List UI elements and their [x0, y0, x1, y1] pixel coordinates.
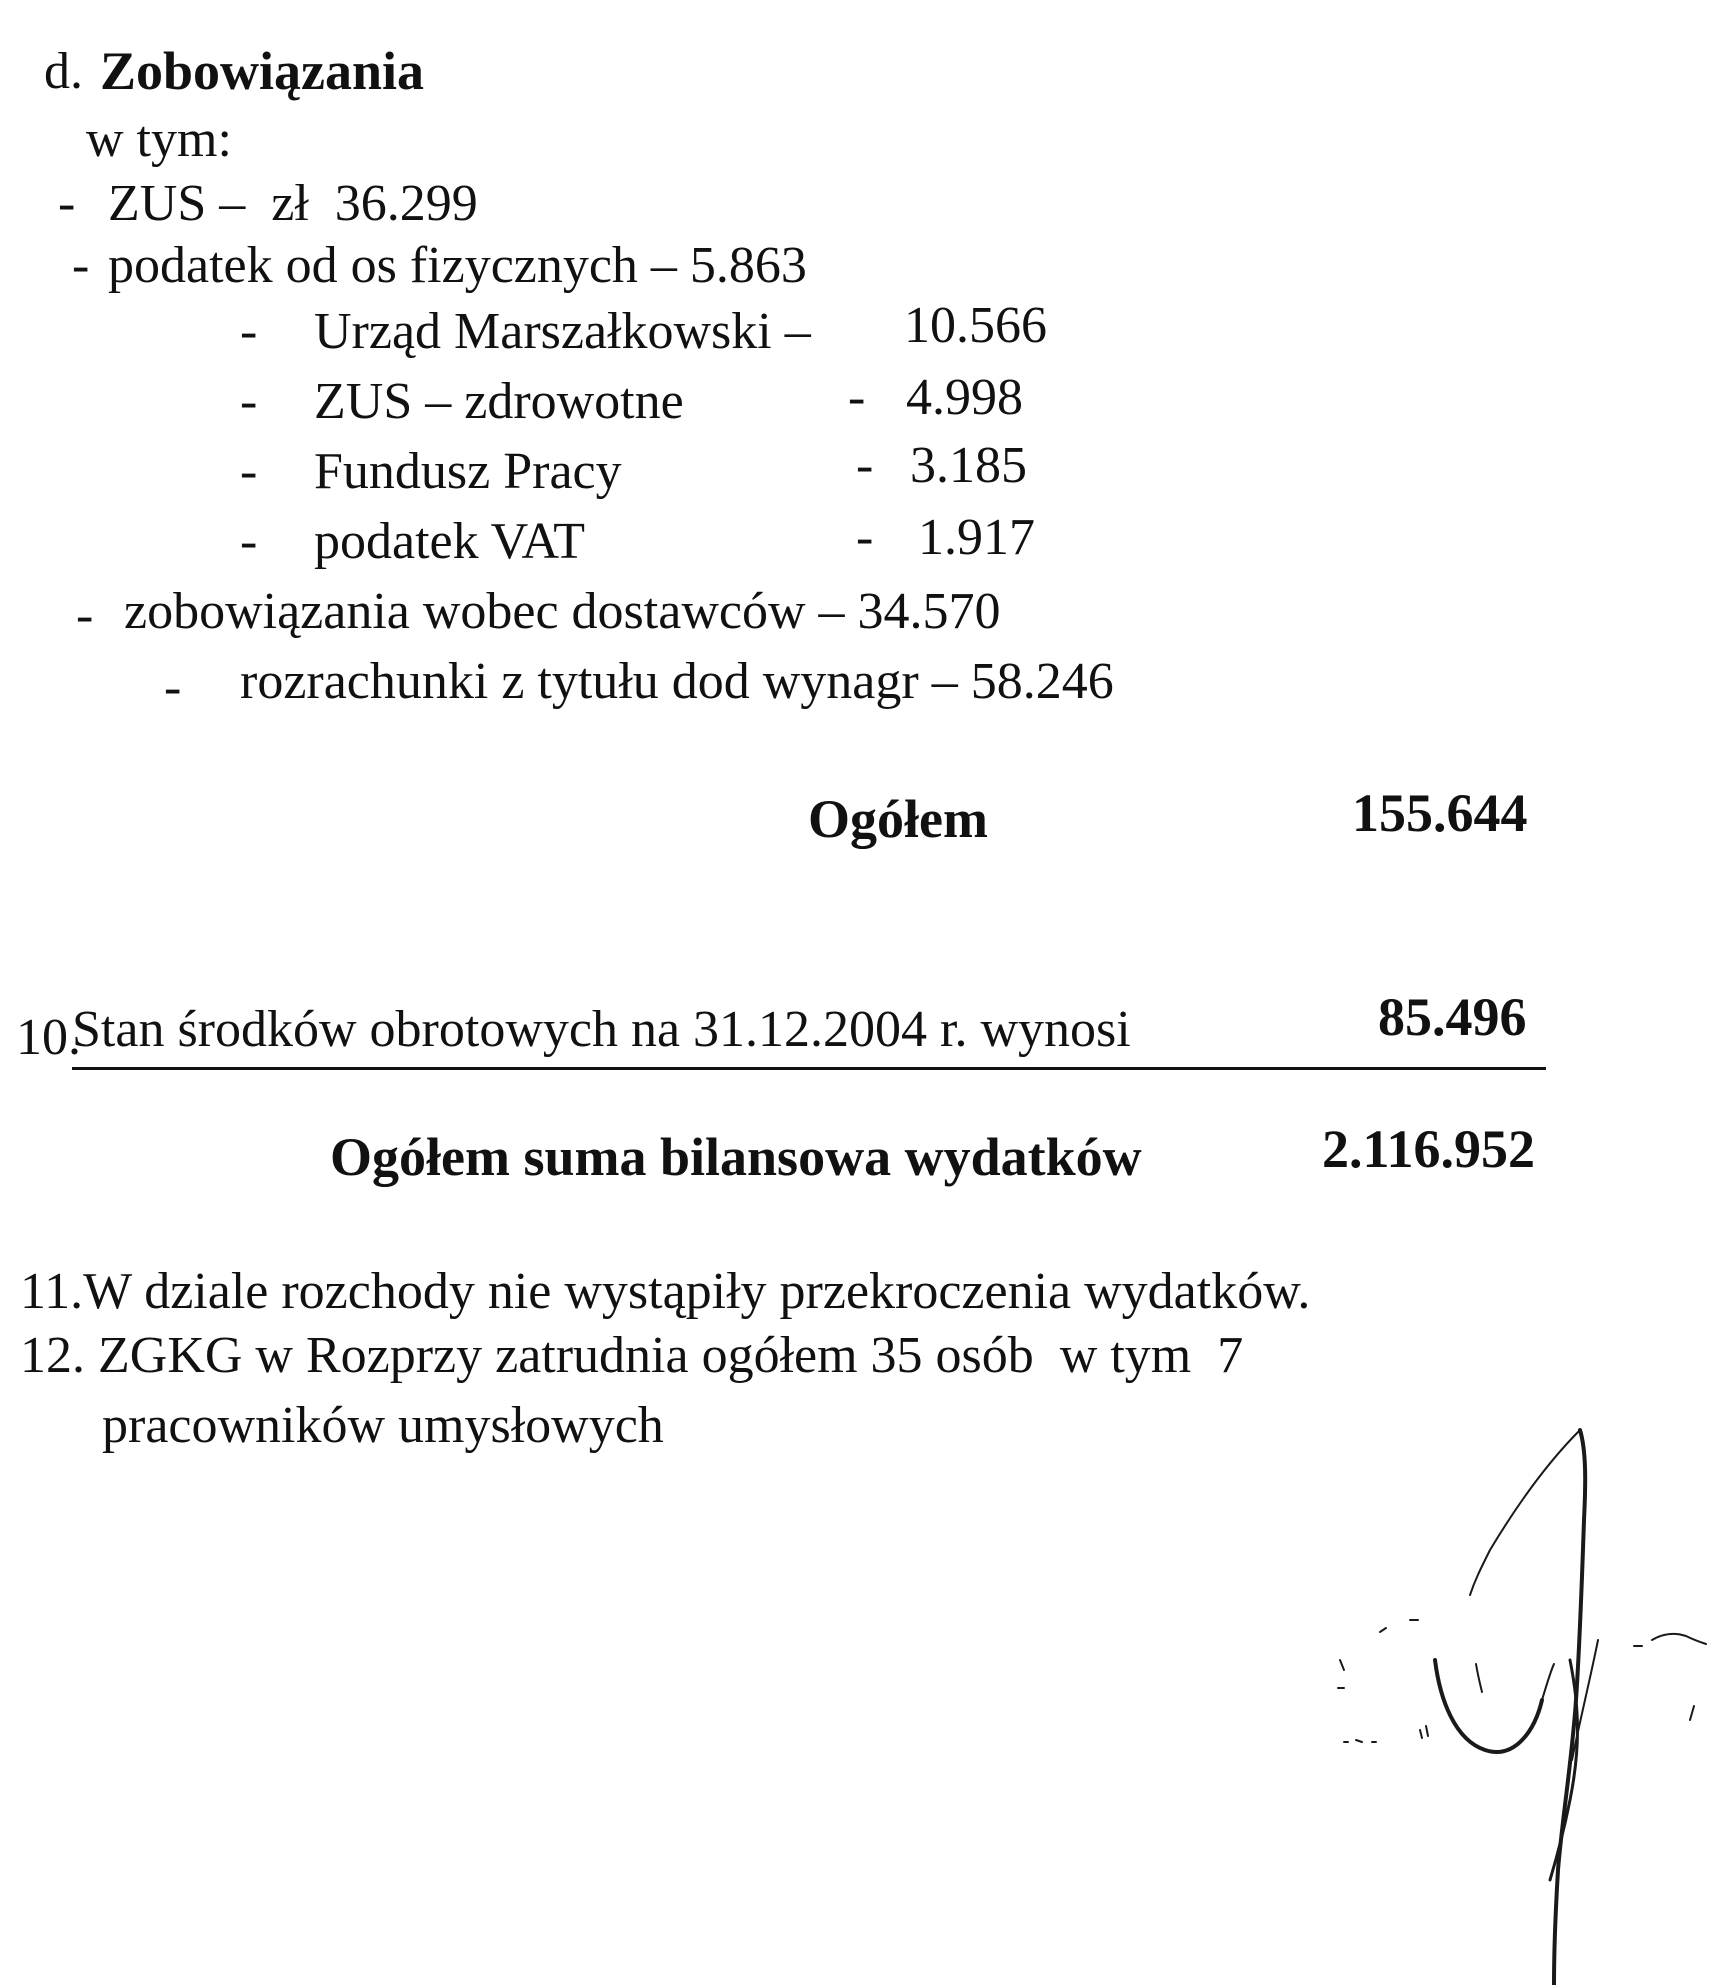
- sub-item-value-vat: 1.917: [918, 509, 1035, 566]
- sub-item-sep: -: [848, 369, 866, 426]
- sub-item-sep: -: [856, 437, 874, 494]
- sub-item-label-vat: podatek VAT: [314, 513, 586, 570]
- point10-value: 85.496: [1378, 987, 1527, 1047]
- sub-item-value-fundusz: 3.185: [910, 437, 1027, 494]
- sub-item-label-urzad: Urząd Marszałkowski –: [314, 303, 811, 360]
- section-title: Zobowiązania: [100, 41, 425, 101]
- list-item-rozrachunki: rozrachunki z tytułu dod wynagr – 58.246: [240, 653, 1114, 710]
- sub-item-dash: -: [240, 513, 258, 570]
- sub-item-sep: -: [856, 509, 874, 566]
- section-subtitle: w tym:: [86, 111, 232, 168]
- sub-item-value-zus-zdrowotne: 4.998: [906, 369, 1023, 426]
- sub-item-label-fundusz: Fundusz Pracy: [314, 443, 622, 500]
- point11-text: 11.W dziale rozchody nie wystąpiły przekroczenia wydatków.: [20, 1263, 1311, 1320]
- point12-line2: pracowników umysłowych: [102, 1397, 664, 1454]
- sub-item-value-urzad: 10.566: [904, 297, 1047, 354]
- list-item-dash: -: [72, 237, 90, 294]
- sub-item-dash: -: [240, 373, 258, 430]
- point12-line1: 12. ZGKG w Rozprzy zatrudnia ogółem 35 osób w tym 7: [20, 1327, 1244, 1384]
- total-label: Ogółem: [808, 789, 988, 849]
- signature: [1280, 1420, 1720, 1985]
- list-item-dostawcy: zobowiązania wobec dostawców – 34.570: [124, 583, 1001, 640]
- grand-total-label: Ogółem suma bilansowa wydatków: [330, 1127, 1142, 1187]
- list-item-podatek-os: podatek od os fizycznych – 5.863: [108, 237, 807, 294]
- list-item-dash: -: [76, 587, 94, 644]
- point10-text: Stan środków obrotowych na 31.12.2004 r. wynosi: [72, 1001, 1131, 1058]
- section-prefix: d.: [44, 43, 83, 100]
- list-item-dash: -: [58, 175, 76, 232]
- point10-number: 10.: [16, 1009, 81, 1066]
- list-item-dash: -: [164, 659, 182, 716]
- grand-total-value: 2.116.952: [1322, 1119, 1536, 1179]
- list-item-zus: ZUS – zł 36.299: [108, 175, 478, 232]
- sub-item-dash: -: [240, 443, 258, 500]
- total-value: 155.644: [1352, 783, 1528, 843]
- sub-item-label-zus-zdrowotne: ZUS – zdrowotne: [314, 373, 684, 430]
- sub-item-dash: -: [240, 303, 258, 360]
